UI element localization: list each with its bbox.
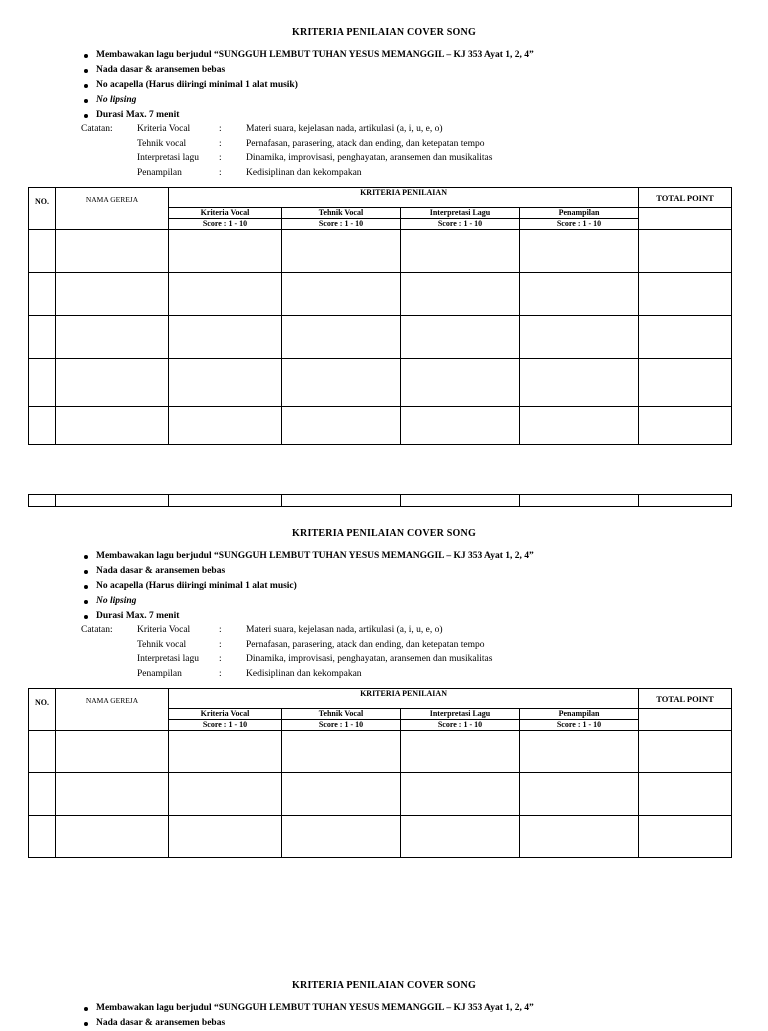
score-range: Score : 1 - 10 — [401, 720, 520, 731]
table-row — [29, 273, 732, 316]
note-criterion: Kriteria Vocal — [137, 625, 191, 635]
note-description: Dinamika, improvisasi, penghayatan, aransemen dan musikalitas — [246, 654, 493, 664]
notes-label: Catatan: — [81, 124, 113, 134]
note-colon: : — [219, 625, 222, 635]
table-row — [29, 359, 732, 407]
rule-item: Durasi Max. 7 menit — [82, 108, 534, 123]
table-row — [29, 731, 732, 773]
table-row — [29, 773, 732, 816]
note-description: Materi suara, kejelasan nada, artikulasi (a, i, u, e, o) — [246, 625, 443, 635]
rule-item: Nada dasar & aransemen bebas — [82, 1016, 534, 1031]
table-row — [29, 230, 732, 273]
score-range: Score : 1 - 10 — [401, 219, 520, 230]
note-description: Pernafasan, parasering, atack dan ending, dan ketepatan tempo — [246, 639, 485, 650]
header-tehnik-vocal: Tehnik Vocal — [282, 709, 401, 720]
score-range: Score : 1 - 10 — [169, 219, 282, 230]
header-kriteria-vocal: Kriteria Vocal — [169, 709, 282, 720]
score-range: Score : 1 - 10 — [282, 720, 401, 731]
header-total-point: TOTAL POINT — [639, 689, 732, 709]
note-criterion: Kriteria Vocal — [137, 124, 191, 134]
sheet-title: KRITERIA PENILAIAN COVER SONG — [292, 27, 476, 38]
note-colon: : — [219, 167, 222, 178]
rule-item: No lipsing — [82, 594, 534, 609]
note-colon: : — [219, 639, 222, 650]
sheet-title: KRITERIA PENILAIAN COVER SONG — [292, 980, 476, 991]
note-description: Materi suara, kejelasan nada, artikulasi (a, i, u, e, o) — [246, 124, 443, 134]
note-colon: : — [219, 138, 222, 149]
note-colon: : — [219, 153, 222, 163]
note-description: Pernafasan, parasering, atack dan ending, dan ketepatan tempo — [246, 138, 485, 149]
note-description: Kedisiplinan dan kekompakan — [246, 668, 362, 679]
score-table — [28, 187, 732, 445]
header-nama-gereja: NAMA GEREJA — [56, 689, 169, 731]
rules-list — [82, 1001, 534, 1031]
rules-list — [82, 549, 534, 624]
rules-list — [82, 48, 534, 123]
header-interpretasi-lagu: Interpretasi Lagu — [401, 208, 520, 219]
note-colon: : — [219, 124, 222, 134]
header-penampilan: Penampilan — [520, 208, 639, 219]
header-interpretasi-lagu: Interpretasi Lagu — [401, 709, 520, 720]
header-penampilan: Penampilan — [520, 709, 639, 720]
rule-item: No acapella (Harus diiringi minimal 1 alat music) — [82, 579, 534, 594]
rule-item: No lipsing — [82, 93, 534, 108]
note-colon: : — [219, 668, 222, 679]
total-header-cell — [639, 208, 732, 230]
notes-label: Catatan: — [81, 625, 113, 635]
note-criterion: Penampilan — [137, 668, 182, 679]
header-nama-gereja: NAMA GEREJA — [56, 188, 169, 230]
note-criterion: Tehnik vocal — [137, 639, 187, 650]
table-row — [29, 407, 732, 445]
score-table — [28, 688, 732, 858]
note-description: Dinamika, improvisasi, penghayatan, aransemen dan musikalitas — [246, 153, 493, 163]
note-criterion: Interpretasi lagu — [137, 153, 199, 163]
header-total-point: TOTAL POINT — [639, 188, 732, 208]
note-criterion: Tehnik vocal — [137, 138, 187, 149]
header-tehnik-vocal: Tehnik Vocal — [282, 208, 401, 219]
total-header-cell — [639, 709, 732, 731]
header-no: NO. — [29, 188, 56, 230]
header-kriteria-vocal: Kriteria Vocal — [169, 208, 282, 219]
rule-item: Membawakan lagu berjudul “SUNGGUH LEMBUT TUHAN YESUS MEMANGGIL – KJ 353 Ayat 1, 2, 4” — [82, 1001, 534, 1016]
rule-item: Membawakan lagu berjudul “SUNGGUH LEMBUT TUHAN YESUS MEMANGGIL – KJ 353 Ayat 1, 2, 4” — [82, 48, 534, 63]
rule-item: No acapella (Harus diiringi minimal 1 alat musik) — [82, 78, 534, 93]
table-row — [29, 495, 732, 507]
note-criterion: Penampilan — [137, 167, 182, 178]
rule-item: Membawakan lagu berjudul “SUNGGUH LEMBUT TUHAN YESUS MEMANGGIL – KJ 353 Ayat 1, 2, 4” — [82, 549, 534, 564]
table-row — [29, 816, 732, 858]
rule-item: Nada dasar & aransemen bebas — [82, 564, 534, 579]
sheet-title: KRITERIA PENILAIAN COVER SONG — [292, 528, 476, 539]
score-range: Score : 1 - 10 — [169, 720, 282, 731]
rule-item: Nada dasar & aransemen bebas — [82, 63, 534, 78]
header-kriteria-penilaian: KRITERIA PENILAIAN — [169, 188, 639, 208]
score-range: Score : 1 - 10 — [520, 219, 639, 230]
header-no: NO. — [29, 689, 56, 731]
header-kriteria-penilaian: KRITERIA PENILAIAN — [169, 689, 639, 709]
rule-item: Durasi Max. 7 menit — [82, 609, 534, 624]
table-row — [29, 316, 732, 359]
table-overflow-row — [28, 494, 732, 507]
score-range: Score : 1 - 10 — [520, 720, 639, 731]
note-colon: : — [219, 654, 222, 664]
score-range: Score : 1 - 10 — [282, 219, 401, 230]
note-criterion: Interpretasi lagu — [137, 654, 199, 664]
note-description: Kedisiplinan dan kekompakan — [246, 167, 362, 178]
